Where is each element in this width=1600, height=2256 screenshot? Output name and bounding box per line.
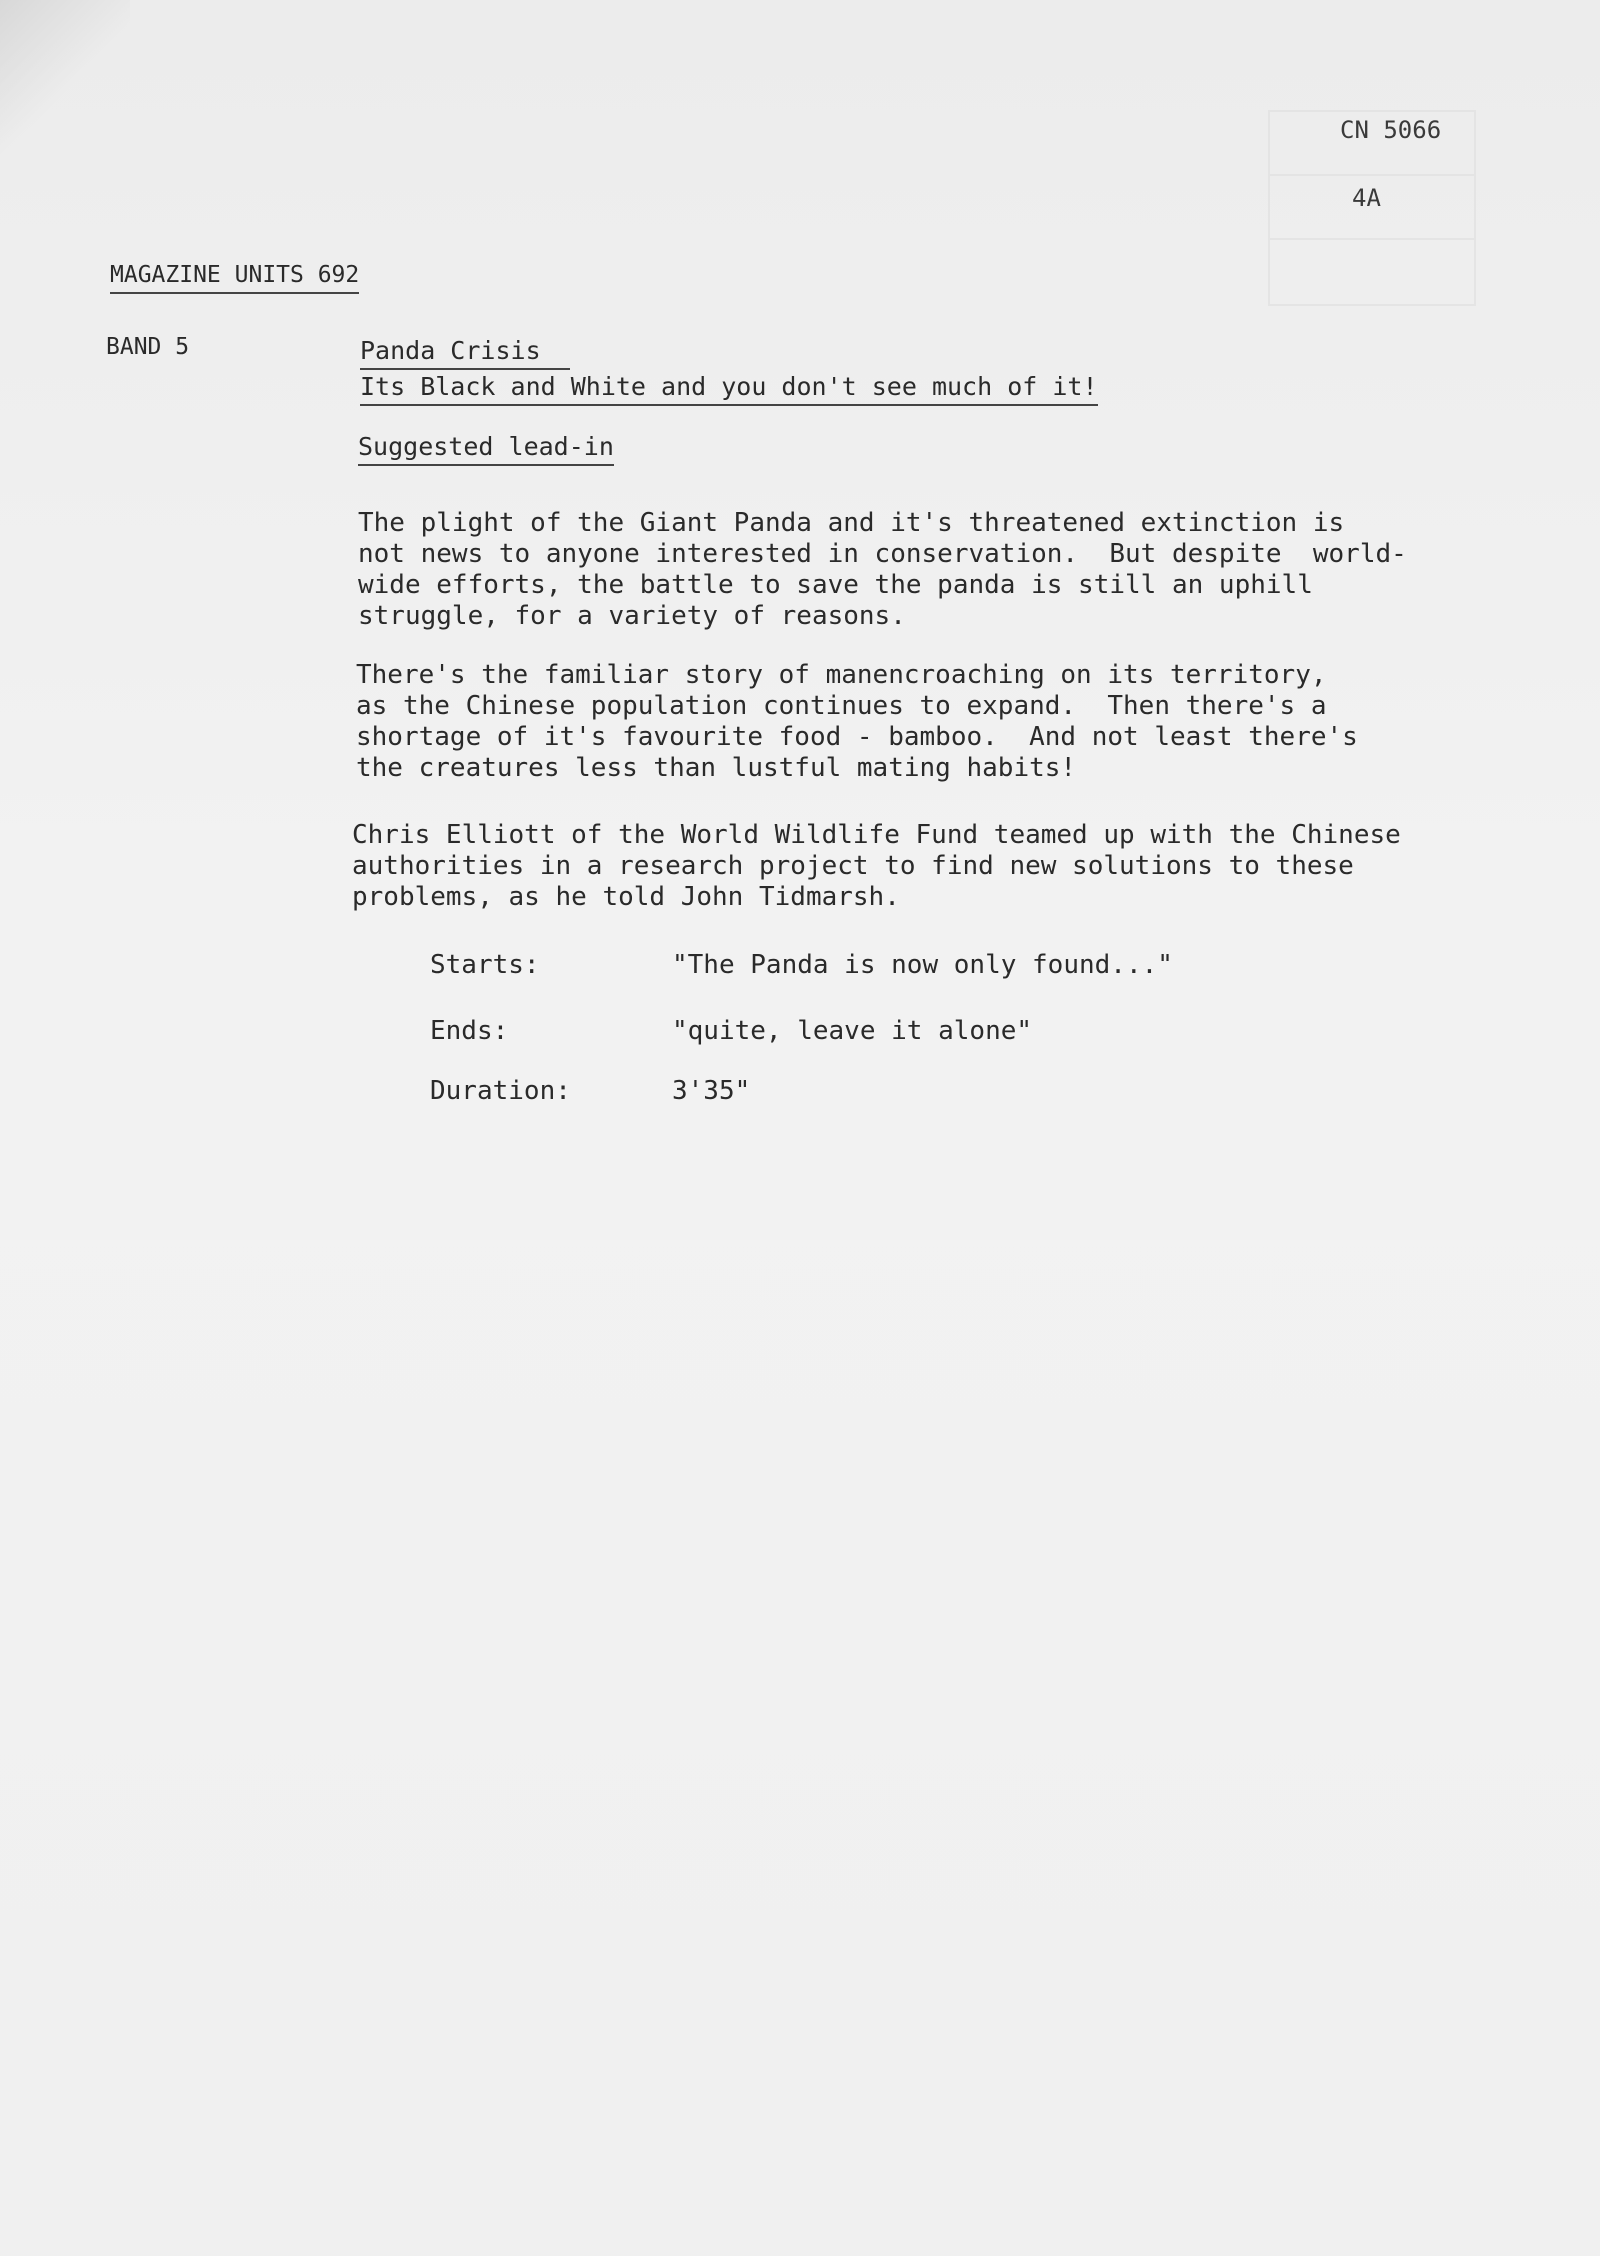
item-title: Panda Crisis: [360, 336, 541, 365]
starts-value: "The Panda is now only found...": [672, 950, 1173, 980]
reference-number: CN 5066: [1340, 116, 1442, 144]
title-underline: [360, 368, 570, 370]
starts-label: Starts:: [430, 950, 540, 980]
paragraph-1: The plight of the Giant Panda and it's threatened extinction is not news to anyone interested in conservation. But despite world- wide efforts, the battle to save the panda is still an uphill struggle, for a variety of reasons.: [358, 508, 1407, 631]
section-heading: MAGAZINE UNITS 692: [110, 262, 359, 294]
item-subtitle: Its Black and White and you don't see much of it!: [360, 372, 1098, 406]
side-label: 4A: [1352, 184, 1381, 212]
ends-value: "quite, leave it alone": [672, 1016, 1033, 1046]
leadin-heading: Suggested lead-in: [358, 432, 614, 466]
band-label: BAND 5: [106, 334, 190, 360]
paragraph-2: There's the familiar story of manencroaching on its territory, as the Chinese population continues to expand. Then there's a shortage of it's favourite food - bamboo. And not least there's the creatures less than lustful mating habits!: [356, 660, 1358, 783]
duration-label: Duration:: [430, 1076, 571, 1106]
paragraph-3: Chris Elliott of the World Wildlife Fund teamed up with the Chinese authorities in a research project to find new solutions to these problems, as he told John Tidmarsh.: [352, 820, 1401, 912]
duration-value: 3'35": [672, 1076, 751, 1106]
ends-label: Ends:: [430, 1016, 509, 1046]
folded-corner: [0, 0, 130, 220]
